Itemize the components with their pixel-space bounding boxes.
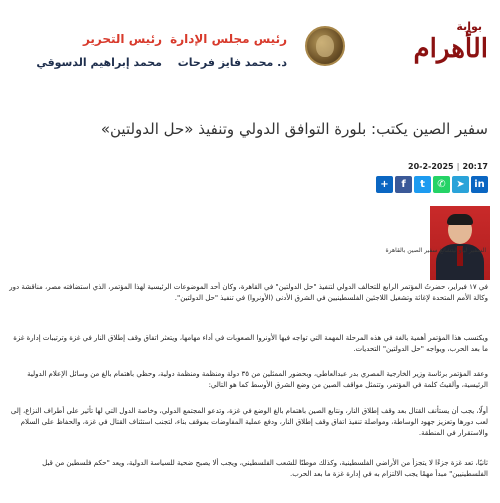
twitter-icon[interactable]: t bbox=[414, 176, 431, 193]
article-time: 20:17 bbox=[462, 162, 488, 171]
article-paragraph: ثانيًا، تعد غزة جزءًا لا يتجزأ من الأراضي الفلسطينية، وكذلك موطنًا للشعب الفلسطيني، ويجب ألا يصبح ضحية للسياسة الدولية، ويعد "حكم فلسطين من قبل الفلسطينيين" مبدأ مهمًا يجب الالتزام به في إدارة غزة ما بعد الحرب. bbox=[42, 459, 488, 479]
telegram-icon[interactable]: ➤ bbox=[452, 176, 469, 193]
linkedin-icon[interactable]: in bbox=[471, 176, 488, 193]
ambassador-photo bbox=[430, 206, 490, 280]
photo-caption: السفير لياو ليتشانغ سفير الصين بالقاهرة bbox=[385, 247, 486, 254]
article-paragraph: أولًا، يجب أن يستأنف القتال بعد وقف إطلاق النار، ونتابع الصين باهتمام بالغ الوضع في غزة، وتدعو المجتمع الدولي، وخاصة الدول التي لها تأثير على أطراف النزاع، إلى لعب دورها وتعزيز جهود الوساطة، ومواصلة تنفيذ اتفاق وقف إطلاق النار، ودفع عملية المفاوضات بموقف بناء، لتجنب استئناف القتال في غزة، والحفاظ على السلام والاستقرار في المنطقة. bbox=[10, 407, 488, 438]
article-paragraph: ويكتسب هذا المؤتمر أهمية بالغة في هذه المرحلة المهمة التي تواجه فيها الأونروا الصعوبات في أداء مهامها، ويتعثر اتفاق وقف إطلاق النار في غزة وترتيبات إدارة غزة ما بعد الحرب، ويواجه "حل الدولتين" التحديات. bbox=[13, 334, 488, 354]
site-header bbox=[0, 0, 500, 95]
site-logo[interactable] bbox=[413, 20, 488, 80]
facebook-icon[interactable]: f bbox=[395, 176, 412, 193]
article-date: 20-2-2025 bbox=[408, 162, 454, 171]
chairman-role: رئيس مجلس الإدارة bbox=[170, 32, 287, 46]
portrait-medal-icon bbox=[305, 26, 345, 66]
article-paragraph: في ١٧ فبراير، حضرتُ المؤتمر الرابع للتحالف الدولي لتنفيذ "حل الدولتين" في القاهرة، وكان أحد الموضوعات الرئيسية لهذا المؤتمر، الذي استضافته مصر، مناقشة دور وكالة الأمم المتحدة لإغاثة وتشغيل اللاجئين الفلسطينيين في الشرق الأدنى (الأونروا) في تنفيذ "حل الدولتين". bbox=[9, 283, 488, 303]
article-datetime: 20-2-2025 | 20:17 bbox=[408, 162, 488, 171]
chairman-name: د. محمد فايز فرحات bbox=[177, 56, 287, 69]
article-title: سفير الصين يكتب: بلورة التوافق الدولي وتنفيذ «حل الدولتين» bbox=[100, 120, 488, 138]
article-paragraph: وعقد المؤتمر برئاسة وزير الخارجية المصري بدر عبدالعاطي، وبحضور الممثلين من ٣٥ دولة ومنظمة ومنظمة دولية، وحظي باهتمام بالغ من وسائل الإعلام الدولية الرئيسية، وألقيتُ كلمة في المؤتمر، وتتمثل مواقف الصين من وضع الشرق الأوسط كما هو التالي: bbox=[27, 370, 488, 390]
plus-icon[interactable]: + bbox=[376, 176, 393, 193]
share-bar bbox=[376, 176, 488, 193]
logo-top-text: بوابة bbox=[456, 20, 482, 33]
logo-main-text: الأهرام bbox=[413, 34, 488, 64]
editor-name: محمد إبراهيم الدسوقي bbox=[36, 56, 162, 69]
whatsapp-icon[interactable]: ✆ bbox=[433, 176, 450, 193]
editor-role: رئيس التحرير bbox=[82, 32, 162, 46]
